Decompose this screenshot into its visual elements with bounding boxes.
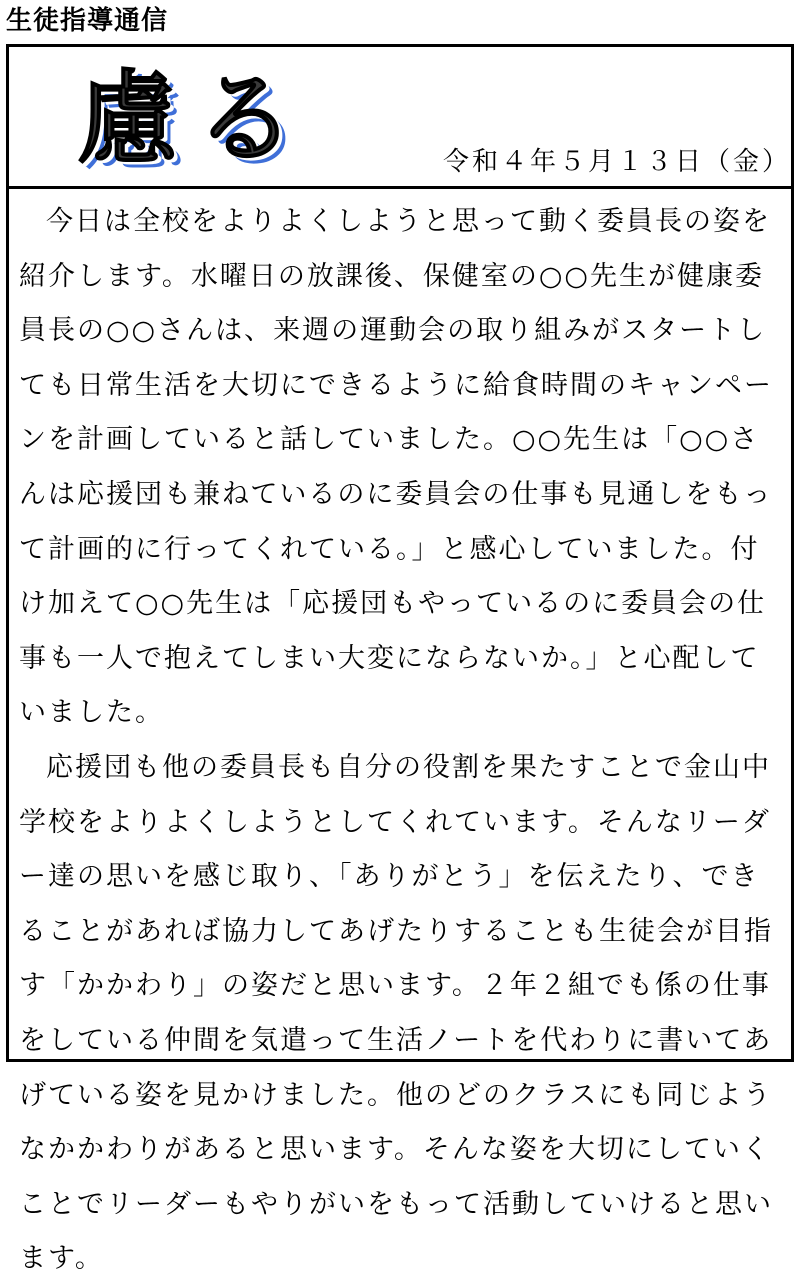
newsletter-title: 慮る xyxy=(77,59,313,177)
newsletter-label: 生徒指導通信 xyxy=(6,6,169,36)
issue-date: 令和４年５月１３日（金） xyxy=(442,147,791,177)
article-paragraph-1: 今日は全校をよりよくしようと思って動く委員長の姿を紹介します。水曜日の放課後、保健室の○○先生が健康委員長の○○さんは、来週の運動会の取り組みがスタートしても日常生活を大切にできるように給食時間のキャンペーンを計画していると話していました。○○先生は「○○さんは応援団も兼ねているのに委員会の仕事も見通しをもって計画的に行ってくれている。」と感心していました。付け加えて○○先生は「応援団もやっているのに委員会の仕事も一人で抱えてしまい大変にならないか。」と心配していました。 xyxy=(19,206,773,729)
newsletter-header xyxy=(9,47,791,189)
article-body xyxy=(19,195,785,1287)
article-paragraph-2: 応援団も他の委員長も自分の役割を果たすことで金山中学校をよりよくしようとしてくれています。そんなリーダー達の思いを感じ取り、「ありがとう」を伝えたり、できることがあれば協力してあげたりすることも生徒会が目指す「かかわり」の姿だと思います。２年２組でも係の仕事をしている仲間を気遣って生活ノートを代わりに書いてあげている姿を見かけました。他のどのクラスにも同じようなかかわりがあると思います。そんな姿を大切にしていくことでリーダーもやりがいをもって活動していけると思います。 xyxy=(19,751,773,1275)
newsletter-frame xyxy=(6,44,794,1275)
